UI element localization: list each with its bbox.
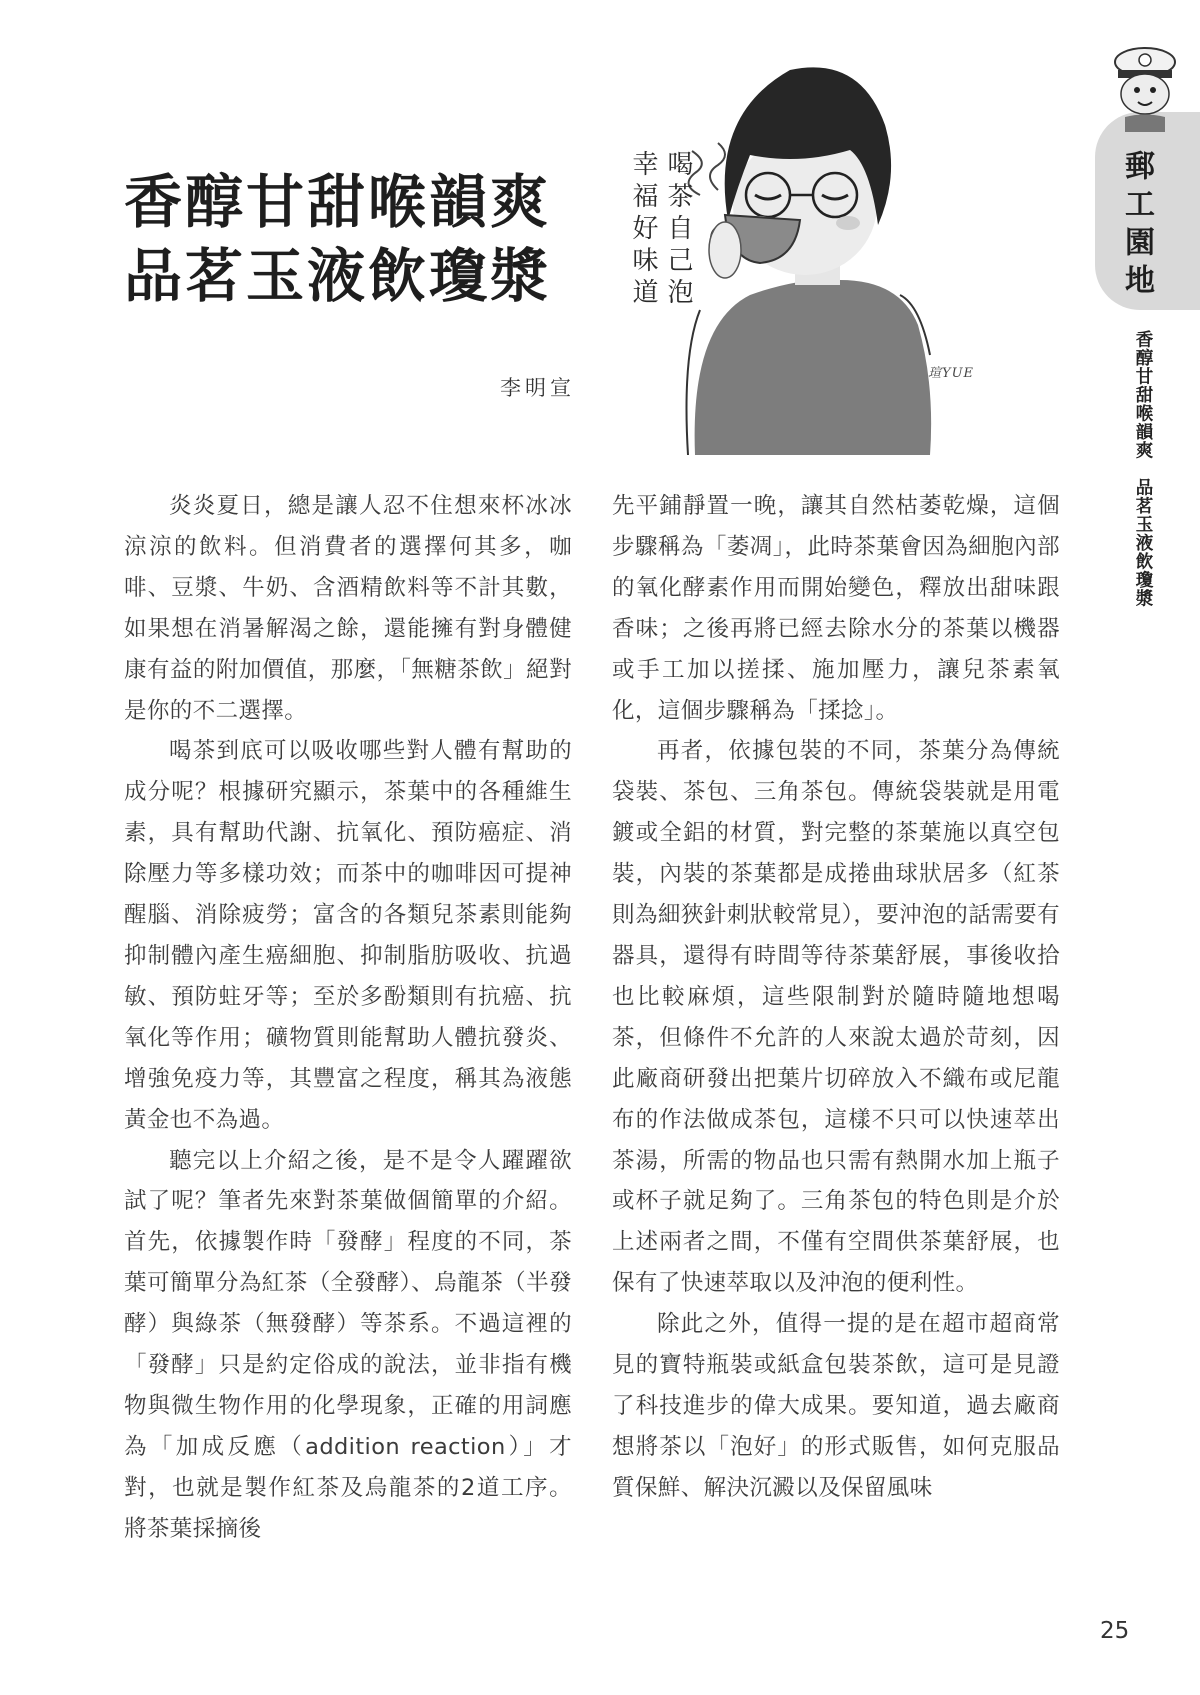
left-column	[124, 486, 572, 1550]
tea-drinker-illustration	[600, 55, 1070, 455]
paragraph: 除此之外，值得一提的是在超市超商常見的寶特瓶裝或紙盒包裝茶飲，這可是見證了科技進步的偉大成果。要知道，過去廠商想將茶以「泡好」的形式販售，如何克服品質保鮮、解決沉澱以及保留風味	[612, 1311, 1060, 1501]
illustration-caption-1: 喝茶自己泡	[663, 150, 693, 310]
paragraph: 喝茶到底可以吸收哪些對人體有幫助的成分呢？根據研究顯示，茶葉中的各種維生素，具有幫助代謝、抗氧化、預防癌症、消除壓力等多樣功效；而茶中的咖啡因可提神醒腦、消除疲勞；富含的各類兒茶素則能夠抑制體內產生癌細胞、抑制脂肪吸收、抗過敏、預防蛀牙等；至於多酚類則有抗癌、抗氧化等作用；礦物質則能幫助人體抗發炎、增強免疫力等，其豐富之程度，稱其為液態黃金也不為過。	[124, 738, 572, 1133]
page-number: 25	[1100, 1618, 1130, 1644]
mascot-icon	[1110, 42, 1180, 132]
paragraph: 再者，依據包裝的不同，茶葉分為傳統袋裝、茶包、三角茶包。傳統袋裝就是用電鍍或全鋁的材質，對完整的茶葉施以真空包裝，內裝的茶葉都是成捲曲球狀居多（紅茶則為細狹針刺狀較常見），要沖泡的話需要有器具，還得有時間等待茶葉舒展，事後收拾也比較麻煩，這些限制對於隨時隨地想喝茶，但條件不允許的人來說太過於苛刻，因此廠商研發出把葉片切碎放入不織布或尼龍布的作法做成茶包，這樣不只可以快速萃出茶湯，所需的物品也只需有熱開水加上瓶子或杯子就足夠了。三角茶包的特色則是介於上述兩者之間，不僅有空間供茶葉舒展，也保有了快速萃取以及沖泡的便利性。	[612, 738, 1060, 1297]
paragraph: 炎炎夏日，總是讓人忍不住想來杯冰冰涼涼的飲料。但消費者的選擇何其多，咖啡、豆漿、牛奶、含酒精飲料等不計其數，如果想在消暑解渴之餘，還能擁有對身體健康有益的附加價值，那麼，「無糖茶飲」絕對是你的不二選擇。	[124, 493, 572, 724]
right-column	[612, 486, 1060, 1509]
article-title	[124, 165, 594, 313]
title-line-2: 品茗玉液飲瓊漿	[124, 242, 552, 310]
title-line-1: 香醇甘甜喉韻爽	[124, 168, 552, 236]
paragraph: 先平鋪靜置一晚，讓其自然枯萎乾燥，這個步驟稱為「萎凋」，此時茶葉會因為細胞內部的氧化酵素作用而開始變色，釋放出甜味跟香味；之後再將已經去除水分的茶葉以機器或手工加以搓揉、施加壓力，讓兒茶素氧化，這個步驟稱為「揉捻」。	[612, 493, 1060, 724]
author-name: 李明宣	[500, 376, 575, 400]
illustration-caption-2: 幸福好味道	[628, 150, 658, 310]
running-title: 香醇甘甜喉韻爽 品茗玉液飲瓊漿	[1133, 330, 1153, 608]
illustrator-signature: 瑄YUE	[928, 366, 975, 381]
paragraph: 聽完以上介紹之後，是不是令人躍躍欲試了呢？筆者先來對茶葉做個簡單的介紹。首先，依據製作時「發酵」程度的不同，茶葉可簡單分為紅茶（全發酵）、烏龍茶（半發酵）與綠茶（無發酵）等茶系。不過這裡的「發酵」只是約定俗成的說法，並非指有機物與微生物作用的化學現象，正確的用詞應為「加成反應（addition reaction）」才對，也就是製作紅茶及烏龍茶的2道工序。將茶葉採摘後	[124, 1147, 572, 1542]
column-tab-title: 郵工園地	[1119, 150, 1154, 302]
